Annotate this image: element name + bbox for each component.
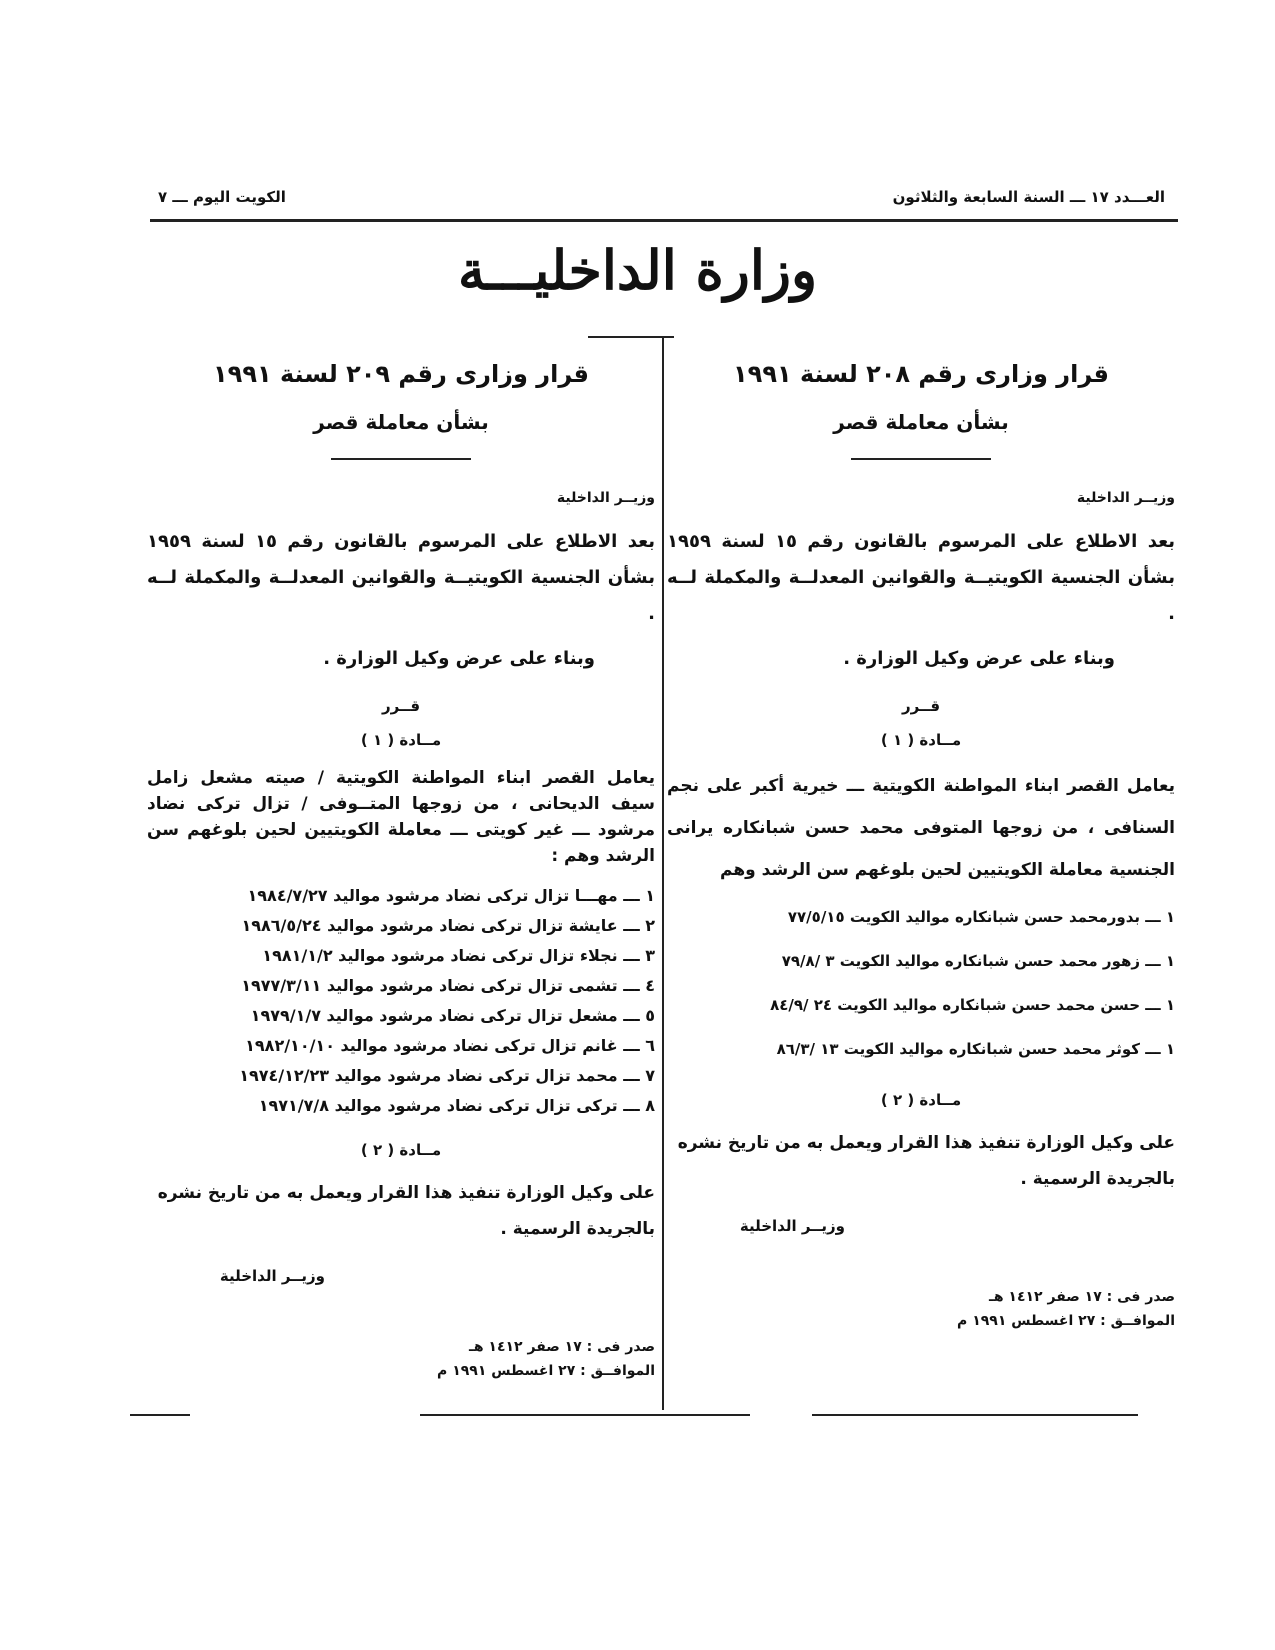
list-item: ٥ ـــ مشعل تزال تركى نضاد مرشود مواليد ١٩٧٩/١/٧ <box>250 1006 655 1025</box>
subtitle-rule <box>331 458 471 460</box>
ministry-title: وزارة الداخليـــة <box>457 238 818 302</box>
article-2-heading: مــادة ( ٢ ) <box>880 1091 962 1109</box>
minors-list <box>667 895 1175 1071</box>
list-item: ١ ـــ بدورمحمد حسن شبانكاره مواليد الكويت ٧٧/٥/١٥ <box>787 908 1175 926</box>
list-item: ٤ ـــ تشمى تزال تركى نضاد مرشود مواليد ١٩٧٧/٣/١١ <box>241 976 655 995</box>
decision-208 <box>667 360 1175 1333</box>
list-item: ٨ ـــ تركى تزال تركى نضاد مرشود مواليد ١٩٧١/٧/٨ <box>258 1096 655 1115</box>
decision-title: قرار وزارى رقم ٢٠٨ لسنة ١٩٩١ <box>733 360 1109 388</box>
list-item: ٣ ـــ نجلاء تزال تركى نضاد مرشود مواليد ١٩٨١/١/٢ <box>262 946 655 965</box>
list-item: ١ ـــ حسن محمد حسن شبانكاره مواليد الكويت ٢٤ /٨٤/٩ <box>770 996 1175 1014</box>
issued-gregorian: الموافــق : ٢٧ اغسطس ١٩٩١ م <box>437 1363 655 1379</box>
issue-info: العـــدد ١٧ ـــ السنة السابعة والثلاثون <box>892 188 1165 206</box>
minors-list <box>147 881 655 1121</box>
article-1-text: يعامل القصر ابناء المواطنة الكويتية / صيته مشعل زامل سيف الديحانى ، من زوجها المتــوفى / تزال تركى نضاد مرشود ـــ غير كويتى ـــ معاملة الكويتيين لحين بلوغهم سن الرشد وهم : <box>147 768 655 866</box>
column-divider <box>662 338 664 1410</box>
minister-label: وزيــر الداخلية <box>556 490 655 506</box>
subtitle-rule <box>851 458 991 460</box>
list-item: ٦ ـــ غانم تزال تركى نضاد مرشود مواليد ١٩٨٢/١٠/١٠ <box>245 1036 655 1055</box>
footer-rule <box>130 1414 190 1416</box>
article-1-heading: مــادة ( ١ ) <box>360 731 442 749</box>
article-1-heading: مــادة ( ١ ) <box>880 731 962 749</box>
footer-rule <box>420 1414 750 1416</box>
basis-statement: وبناء على عرض وكيل الوزارة . <box>323 648 595 669</box>
decided-heading: قــرر <box>901 697 941 715</box>
issued-gregorian: الموافــق : ٢٧ اغسطس ١٩٩١ م <box>957 1313 1175 1329</box>
decision-subtitle: بشأن معاملة قصر <box>833 410 1009 434</box>
decision-title: قرار وزارى رقم ٢٠٩ لسنة ١٩٩١ <box>213 360 589 388</box>
article-1-text: يعامل القصر ابناء المواطنة الكويتية ـــ خيرية أكبر على نجم السنافى ، من زوجها المتوفى محمد حسن شبانكاره يرانى الجنسية معاملة الكويتيين لحين بلوغهم سن الرشد وهم <box>667 776 1175 880</box>
signature: وزيــر الداخلية <box>219 1267 325 1285</box>
preamble: بعد الاطلاع على المرسوم بالقانون رقم ١٥ لسنة ١٩٥٩ بشأن الجنسية الكويتيــة والقوانين المعدلــة والمكملة لــه . <box>667 531 1176 624</box>
issued-hijri: صدر فى : ١٧ صفر ١٤١٢ هـ <box>469 1339 655 1355</box>
header-rule <box>150 219 1178 222</box>
list-item: ١ ـــ مهـــا تزال تركى نضاد مرشود مواليد ١٩٨٤/٧/٢٧ <box>247 886 655 905</box>
issued-hijri: صدر فى : ١٧ صفر ١٤١٢ هـ <box>989 1289 1175 1305</box>
footer-rule <box>812 1414 1138 1416</box>
decision-subtitle: بشأن معاملة قصر <box>313 410 489 434</box>
decided-heading: قــرر <box>381 697 421 715</box>
article-2-heading: مــادة ( ٢ ) <box>360 1141 442 1159</box>
list-item: ١ ـــ كوثر محمد حسن شبانكاره مواليد الكويت ١٣ /٨٦/٣ <box>776 1040 1175 1058</box>
list-item: ١ ـــ زهور محمد حسن شبانكاره مواليد الكويت ٣ /٧٩/٨ <box>781 952 1175 970</box>
decision-209 <box>147 360 655 1383</box>
basis-statement: وبناء على عرض وكيل الوزارة . <box>843 648 1115 669</box>
signature: وزيــر الداخلية <box>739 1217 845 1235</box>
list-item: ٢ ـــ عايشة تزال تركى نضاد مرشود مواليد ١٩٨٦/٥/٢٤ <box>241 916 655 935</box>
article-2-text: على وكيل الوزارة تنفيذ هذا القرار ويعمل به من تاريخ نشره بالجريدة الرسمية . <box>157 1183 655 1239</box>
article-2-text: على وكيل الوزارة تنفيذ هذا القرار ويعمل به من تاريخ نشره بالجريدة الرسمية . <box>677 1133 1175 1189</box>
preamble: بعد الاطلاع على المرسوم بالقانون رقم ١٥ لسنة ١٩٥٩ بشأن الجنسية الكويتيــة والقوانين المعدلــة والمكملة لــه . <box>147 531 656 624</box>
list-item: ٧ ـــ محمد تزال تركى نضاد مرشود مواليد ١٩٧٤/١٢/٢٣ <box>239 1066 655 1085</box>
minister-label: وزيــر الداخلية <box>1076 490 1175 506</box>
page-info: الكويت اليوم ـــ ٧ <box>158 188 286 206</box>
